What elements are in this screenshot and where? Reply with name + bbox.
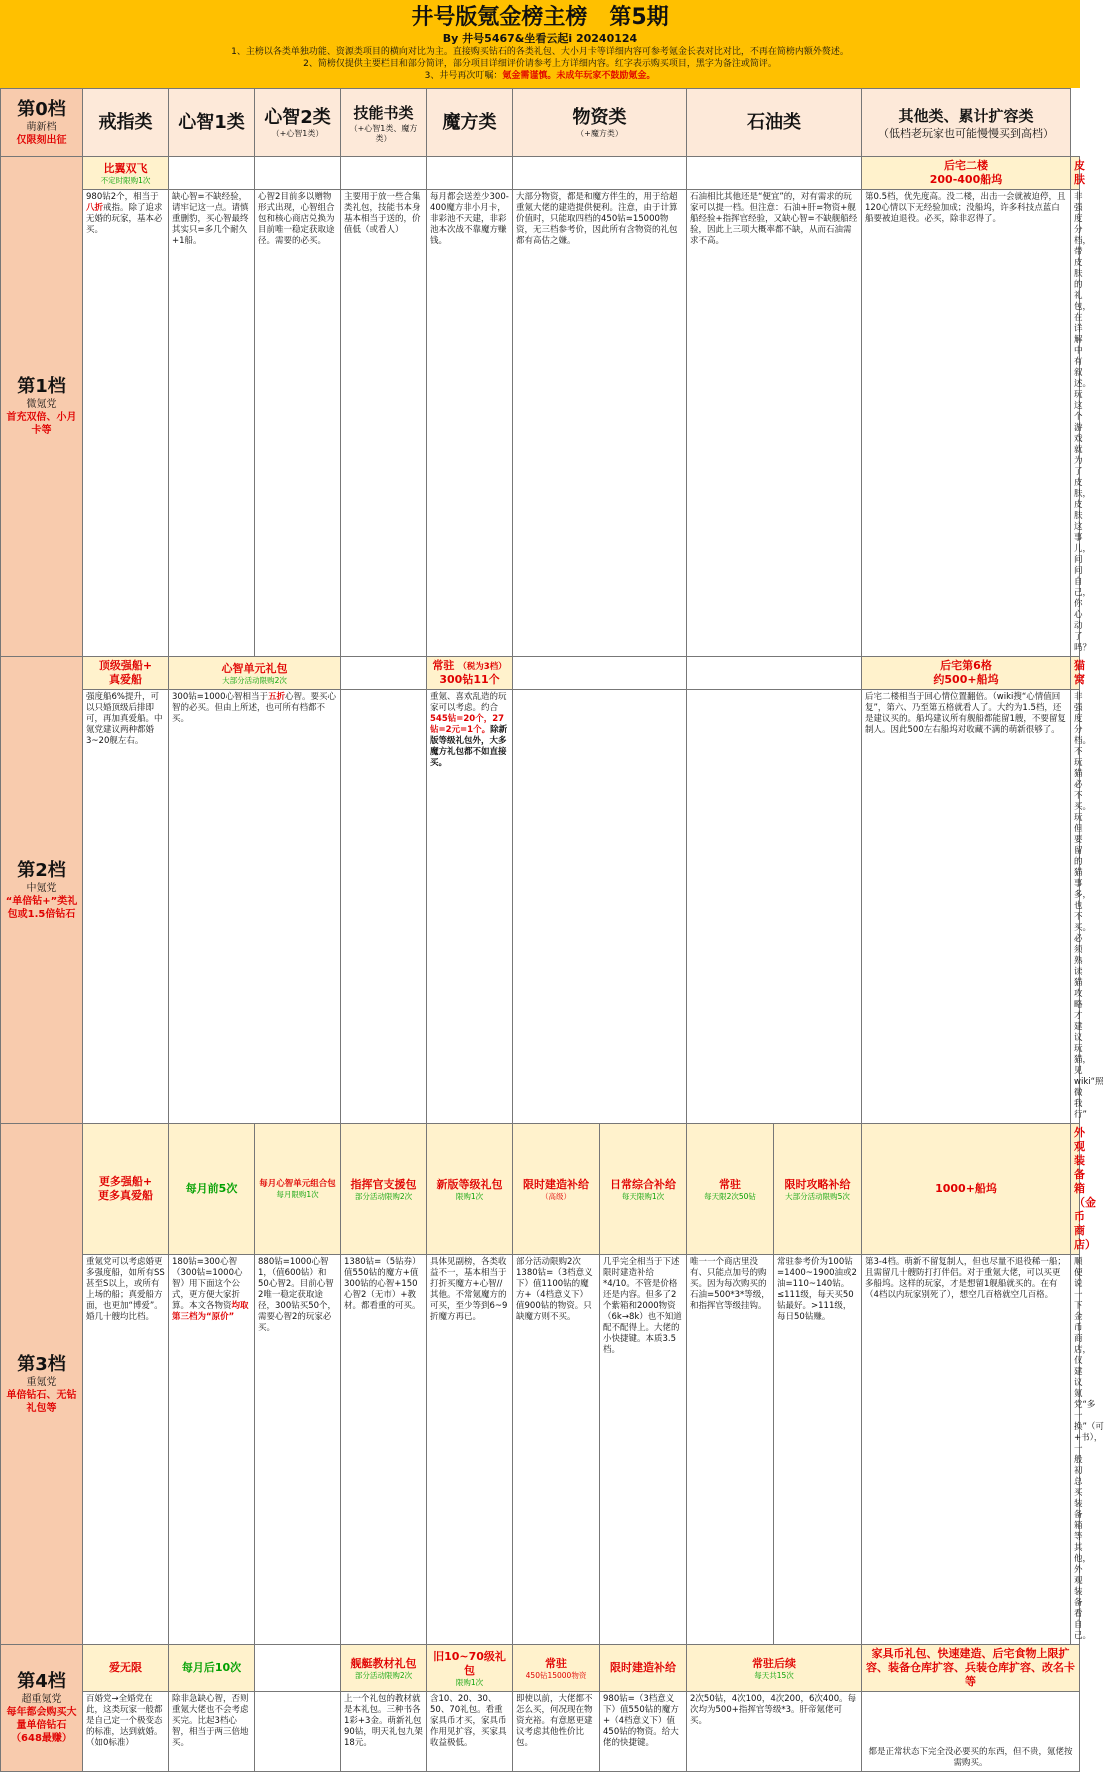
t3-mat2-body: 几乎完全相当于下述限时建造补给*4/10。不管是价格还是内容。但多了2个紫箱和2000物资（6k→8k）也不知道配不配得上。大佬的小快捷键。本质3.5档。 — [600, 1255, 687, 1645]
t2-den-body: 非强度分档。不玩猫必不买。玩但要留的猫事多，也不买。必须熟读猫攻略才建议玩猫，见wiki“照微我行” — [1071, 690, 1080, 1124]
t3-shop-body: 顺便说一下金币商店，仅建议氪党“多一换”（可+书），一般初总买装备箱等其他，外观装备看自己。 — [1071, 1255, 1080, 1645]
tier-3-header — [1, 1124, 83, 1645]
category-mind2 — [255, 89, 341, 157]
tier-1-header — [1, 157, 83, 657]
t4-ring-item — [83, 1645, 169, 1692]
category-skillbook — [341, 89, 427, 157]
empty-cell — [687, 690, 862, 1124]
t1-skill-body: 主要用于放一些合集类礼包，技能书本身基本相当于送的，价值低（或看人） — [341, 190, 427, 657]
category-name: 戒指类 — [98, 111, 153, 133]
note-3-label: 3、井号再次叮嘱： — [424, 71, 503, 81]
empty-cell — [255, 1645, 341, 1692]
t3-mat1-item — [513, 1124, 600, 1255]
t3-cube-body: 具体见副榜，各类收益不一，基本相当于打折买魔方+心智//其他。不常氪魔方的可买，至少等到6~9折魔方再已。 — [427, 1255, 513, 1645]
t2-dorm-body: 后宅二楼相当于回心情位置翻倍。（wiki搜“心情值回复”，第六、乃至第五格就看人了。大约为1.5档，还是建议买的。船坞建议所有舰船都能留1艘，不要留复制人。因此500左右船坞对收藏不满的萌新很够了。 — [862, 690, 1071, 1124]
empty-cell — [427, 157, 513, 190]
t3-mat1-body: 部分活动限购2次 1380钻=（3档意义下）值1100钻的魔方+（4档意义下）值900钻的物资。只缺魔方则不买。 — [513, 1255, 600, 1645]
empty-cell — [513, 690, 687, 1124]
t2-ring-body: 强度船6%提升，可以只婚顶级后排即可，再加真爱船。中氪党建议两种都婚3~20舰左右。 — [83, 690, 169, 1124]
t3-cube-item — [427, 1124, 513, 1255]
item-name: 常驻 — [545, 1656, 567, 1670]
empty-cell — [255, 157, 341, 190]
category-name: 魔方类 — [442, 111, 497, 133]
body-text: 心智。要买心智的必买。但由上所述，也可所有档都不买。 — [172, 692, 337, 724]
category-cube — [427, 89, 513, 157]
t3-oil1-item — [687, 1124, 774, 1255]
item-limit: 每天限购1次 — [621, 1191, 665, 1201]
body-text: 戒指。除了追求无婚的玩家，基本必买。 — [86, 203, 163, 235]
t3-mind1-item — [169, 1124, 255, 1255]
category-name: 石油类 — [747, 111, 801, 133]
t1-skin-item — [1071, 157, 1085, 190]
item-name: 爱无限 — [109, 1661, 142, 1674]
item-limit: 部分活动限购2次 — [354, 1191, 413, 1201]
t2-mind1-body — [169, 690, 341, 1124]
tier-0-header — [1, 89, 83, 157]
body-text: 除新版等级礼包外，大多魔方礼包都不如直接买。 — [430, 725, 508, 768]
category-oil — [687, 89, 862, 157]
tier-name: 第2档 — [17, 859, 66, 881]
item-name: 每月后10次 — [181, 1661, 242, 1674]
ranking-table — [0, 88, 1104, 1772]
byline: By 井号5467&坐看云起i 20240124 — [442, 32, 638, 45]
tier-4-header — [1, 1645, 83, 1772]
item-name-2: （金币商店） — [1074, 1196, 1096, 1251]
tier-price: 首充双倍、小月卡等 — [6, 412, 77, 436]
empty-cell — [687, 657, 862, 690]
empty-cell — [513, 157, 687, 190]
note-3 — [0, 70, 1080, 82]
category-name: 心智2类 — [264, 106, 331, 128]
tier-desc: 中氪党 — [26, 882, 57, 894]
t4-skill-item — [341, 1645, 427, 1692]
tier-price: “单倍钻+”类礼包或1.5倍钻石 — [5, 895, 78, 920]
item-name: 限时攻略补给 — [784, 1177, 851, 1191]
t1-skin-body: 非强度分档，带皮肤的礼包，在详解中有叙述。玩这个游戏就为了皮肤，皮肤这事儿，问问自己，你心动了吗？ — [1071, 190, 1080, 657]
category-mind1 — [169, 89, 255, 157]
body-text: 180钻=300心智（300钻=1000心智）用下面这个公式，更方便大家折算。本文各物资 — [172, 1257, 243, 1311]
t3-mind1-body — [169, 1255, 255, 1645]
t2-ring-item — [83, 657, 169, 690]
item-limit: 每月限购1次 — [276, 1190, 319, 1199]
empty-cell — [341, 690, 427, 1124]
item-limit: 限购1次 — [455, 1677, 484, 1687]
tier-name: 第4档 — [17, 1671, 66, 1692]
t1-mind2-body: 心智2目前多以赠物形式出现，心智组合包和核心商店兑换为目前唯一稳定获取途径。需要的必买。 — [255, 190, 341, 657]
t4-oil-item — [687, 1645, 862, 1692]
item-name: 顶级强船+ — [98, 659, 153, 672]
t1-cube-body: 每月都会送差少300-400魔方非小月卡，非彩池不天建，非彩池本次战不靠魔方赚钱。 — [427, 190, 513, 657]
t3-skill-body: 1380钻=（5钻券）值550钻的魔方+值300钻的心智+150心智2（无市）+教材。都看重的可买。 — [341, 1255, 427, 1645]
body-text: 300钻=1000心智相当于 — [172, 692, 268, 702]
item-name-2: 更多真爱船 — [98, 1189, 153, 1202]
t4-other-body: 都是正常状态下完全没必要买的东西，但不贵，氪佬按需购买。 — [862, 1692, 1080, 1772]
t4-mind1-body: 除非急缺心智，否则重氪大佬也不会考虑买完。比起3档心智，相当于两三倍地买。 — [169, 1692, 255, 1772]
t1-mind1-body: 缺心智=不缺经验，请牢记这一点。请慎重删豹，买心智最终其实只=多几个耐久+1船。 — [169, 190, 255, 657]
category-other — [862, 89, 1071, 157]
tier-desc: 超重氪党 — [21, 1694, 62, 1705]
item-limit: （高级） — [541, 1191, 571, 1201]
item-limit: 不定时限购1次 — [100, 175, 151, 185]
t3-mind2-body: 880钻=1000心智1，（值600钻）和50心智2。目前心智2唯一稳定获取途径，300钻买50个，需要心智2的玩家必买。 — [255, 1255, 341, 1645]
t1-ring-body — [83, 190, 169, 657]
t2-mind1-item — [169, 657, 341, 690]
t4-mind1-item — [169, 1645, 255, 1692]
item-name: 后宅二楼 — [944, 159, 988, 172]
t4-mat2-body: 980钻=（3档意义下）值550钻的魔方+（4档意义下）值450钻的物资。给大佬的快捷键。 — [600, 1692, 687, 1772]
t2-den-item — [1071, 657, 1085, 690]
t4-cube-item — [427, 1645, 513, 1692]
t4-mat1-item — [513, 1645, 600, 1692]
body-text: 重氪、喜欢乱造的玩家可以考虑。约合 — [430, 692, 507, 713]
empty-cell — [341, 157, 427, 190]
item-limit: 大部分活动限购5次 — [785, 1191, 850, 1201]
item-name: 新版等级礼包 — [436, 1177, 503, 1191]
t3-ring-body: 重氪党可以考虑婚更多强度船，如所有SS甚至S以上，或所有上场的船；真爱船方面，也更加“博爱”。婚几十艘均比档。 — [83, 1255, 169, 1645]
item-name: 常驻 — [432, 659, 455, 672]
category-name: 物资类 — [572, 106, 627, 128]
t3-shop-item — [1071, 1124, 1096, 1255]
item-limit: 限购1次 — [455, 1191, 484, 1201]
tier-desc: 微氪党 — [26, 399, 57, 410]
tier-name: 第1档 — [17, 376, 66, 397]
item-name-2: 200-400船坞 — [929, 173, 1003, 186]
tier-name: 第0档 — [17, 98, 66, 120]
category-material — [513, 89, 687, 157]
t1-dorm-item — [862, 157, 1071, 190]
item-name: 后宅第6格 — [940, 659, 992, 672]
page-header — [0, 0, 1080, 88]
item-name: 每月心智单元组合包 — [259, 1179, 336, 1189]
item-name-2: 约500+船坞 — [933, 673, 999, 686]
empty-cell — [687, 157, 862, 190]
t4-oil-body: 2次50钻，4次100，4次200，6次400。每次均为500+指挥官等级*3。肝帝氪佬可买。 — [687, 1692, 862, 1772]
tier-desc: 重氪党 — [26, 1376, 57, 1388]
tier-2-header — [1, 657, 83, 1124]
item-name: 皮肤 — [1074, 159, 1085, 186]
body-text: 980钻2个，相当于 — [86, 192, 159, 202]
tier-price: 每年都会购买大量单倍钻石 — [6, 1707, 77, 1731]
t3-mat2-item — [600, 1124, 687, 1255]
item-name: 常驻 — [719, 1177, 741, 1191]
tier-desc: 萌新档 — [26, 121, 57, 133]
body-highlight: 八折 — [86, 203, 104, 213]
empty-cell — [169, 157, 255, 190]
t4-skill-body: 上一个礼包的教材就是本礼包。三种书各1彩+3金。萌新礼包90钻，明天礼包九架18元。 — [341, 1692, 427, 1772]
t1-dorm-body: 第0.5档，优先度高。没二楼，出击一会就被迫停，且120心情以下无经验加成；没船坞，许多科技点蓝白船要被迫退役。必买，除非忍得了。 — [862, 190, 1071, 657]
item-limit: 大部分活动限购2次 — [222, 675, 287, 685]
body-highlight: 545钻=20个，27钻=2元=1个。 — [430, 714, 505, 735]
t3-dock-body: 第3-4档。萌新不留复制人，但也尽量不退役稀一船；且需留几十艘防打打伴侣。对于重氪大佬，可以买更多船坞。这样的玩家，才是想留1舰船就买的。在有（4档以内玩家别死了），想空几百格就空几百格。 — [862, 1255, 1071, 1645]
item-name: 限时建造补给 — [523, 1177, 589, 1191]
t3-oil2-item — [774, 1124, 862, 1255]
tier-price: 单倍钻石、无钻礼包等 — [6, 1389, 77, 1414]
category-note: （+魔方类） — [576, 128, 623, 138]
category-note: （+心智1类） — [271, 128, 324, 138]
item-name: 常驻后续 — [752, 1656, 796, 1670]
item-name: 1000+船坞 — [935, 1182, 997, 1195]
empty-cell — [513, 657, 687, 690]
item-limit: 每天共15次 — [754, 1670, 794, 1680]
category-ring — [83, 89, 169, 157]
item-name: 心智单元礼包 — [221, 661, 288, 675]
body-highlight: 五折 — [267, 692, 285, 702]
t3-skill-item — [341, 1124, 427, 1255]
page-title: 井号版氪金榜主榜 第5期 — [411, 5, 669, 30]
item-name: 舰艇教材礼包 — [350, 1656, 417, 1670]
item-name: 猫窝 — [1074, 659, 1085, 686]
t4-ring-body: 百婚党→全婚党在此，这类玩家一般都是自己定一个极变态的标准，达到就婚。（如0标准） — [83, 1692, 169, 1772]
item-note: （税为3档） — [458, 662, 507, 672]
empty-cell — [341, 657, 427, 690]
t3-ring-item — [83, 1124, 169, 1255]
t4-other-item — [862, 1645, 1080, 1692]
category-name: 心智1类 — [178, 111, 245, 133]
item-name: 限时建造补给 — [610, 1661, 676, 1674]
empty-cell — [255, 1692, 341, 1772]
tier-name: 第3档 — [17, 1353, 66, 1375]
t1-oil-body: 石油相比其他还是“便宜”的，对有需求的玩家可以提一档。但注意：石油+肝=物资+舰船经验+指挥官经验，又缺心智=不缺舰船经验，因此上三项大概率都不缺，从而石油需求不高。 — [687, 190, 862, 657]
item-name: 指挥官支援包 — [350, 1177, 417, 1191]
item-limit: 450钻15000物资 — [525, 1670, 587, 1680]
note-2: 2、简榜仅提供主要栏目和部分简评，部分项目详细评价请参考上方详细内容。红字表示购买项目，黑字为备注或简评。 — [303, 59, 777, 69]
tier-price-extra: （648最赚） — [11, 1733, 72, 1744]
t2-cube-body — [427, 690, 513, 1124]
t3-oil2-body: 常驻参考价为100钻=1400~1900油或2油=110~140钻。≤111级，每天买50钻最好。>111级，每日50钻赚。 — [774, 1255, 862, 1645]
t3-oil1-body: 唯一一个商店里没有、只能点加号的购买。因为每次购买的石油=500*3*等级，和指挥官等级挂钩。 — [687, 1255, 774, 1645]
note-3-warning: 氪金需谨慎。未成年玩家不鼓励氪金。 — [502, 71, 656, 81]
item-name: 家具币礼包、快速建造、后宅食物上限扩容、装备仓库扩容、兵装仓库扩容、改名卡等 — [866, 1647, 1075, 1688]
item-limit: 每天限2次50钻 — [704, 1191, 756, 1201]
t2-cube-item — [427, 657, 513, 690]
category-name: 技能书类 — [353, 103, 414, 122]
t3-dock-item — [862, 1124, 1071, 1255]
item-name: 每月前5次 — [185, 1182, 238, 1195]
note-1: 1、主榜以各类单独功能、资源类项目的横向对比为主。直接购买钻石的各类礼包、大小月卡等详细内容可参考氪金长表对比对比，不再在简榜内额外赘述。 — [231, 47, 849, 57]
tier-price: 仅限刻出征 — [16, 134, 67, 146]
item-limit: 部分活动限购2次 — [354, 1670, 413, 1680]
t4-mat2-item — [600, 1645, 687, 1692]
category-note: （+心智1类、魔方类） — [349, 123, 418, 143]
t4-cube-body: 含10、20、30、50、70礼包。看重家具币才买，家具币作用见扩容，买家具收益极低。 — [427, 1692, 513, 1772]
body-highlight: 均取第三档为“原价” — [172, 1301, 249, 1322]
item-name: 外观装备箱 — [1074, 1126, 1085, 1195]
item-name-2: 300钻11个 — [439, 673, 500, 686]
item-name: 日常综合补给 — [610, 1177, 676, 1191]
category-note: （低档老玩家也可能慢慢买到高档） — [878, 126, 1054, 140]
t1-ring-item — [83, 157, 169, 190]
t1-material-body: 大部分物资，都是和魔方伴生的，用于给超重氪大佬的建造提供便利。注意，由于计算价值时，只能取四档的450钻=15000物资，无三档参考价，因此所有含物资的礼包都有高估之嫌。 — [513, 190, 687, 657]
item-name: 旧10~70级礼包 — [433, 1649, 506, 1677]
t4-mat1-body: 即使以前，大佬都不怎么买，何况现在物资充裕。有意愿更建议考虑其他性价比包。 — [513, 1692, 600, 1772]
category-name: 其他类、累计扩容类 — [898, 106, 1034, 125]
t2-dorm-item — [862, 657, 1071, 690]
item-name: 更多强船+ — [98, 1175, 153, 1188]
item-name-2: 真爱船 — [109, 673, 142, 686]
t3-mind2-item — [255, 1124, 341, 1255]
item-name: 比翼双飞 — [103, 161, 148, 175]
